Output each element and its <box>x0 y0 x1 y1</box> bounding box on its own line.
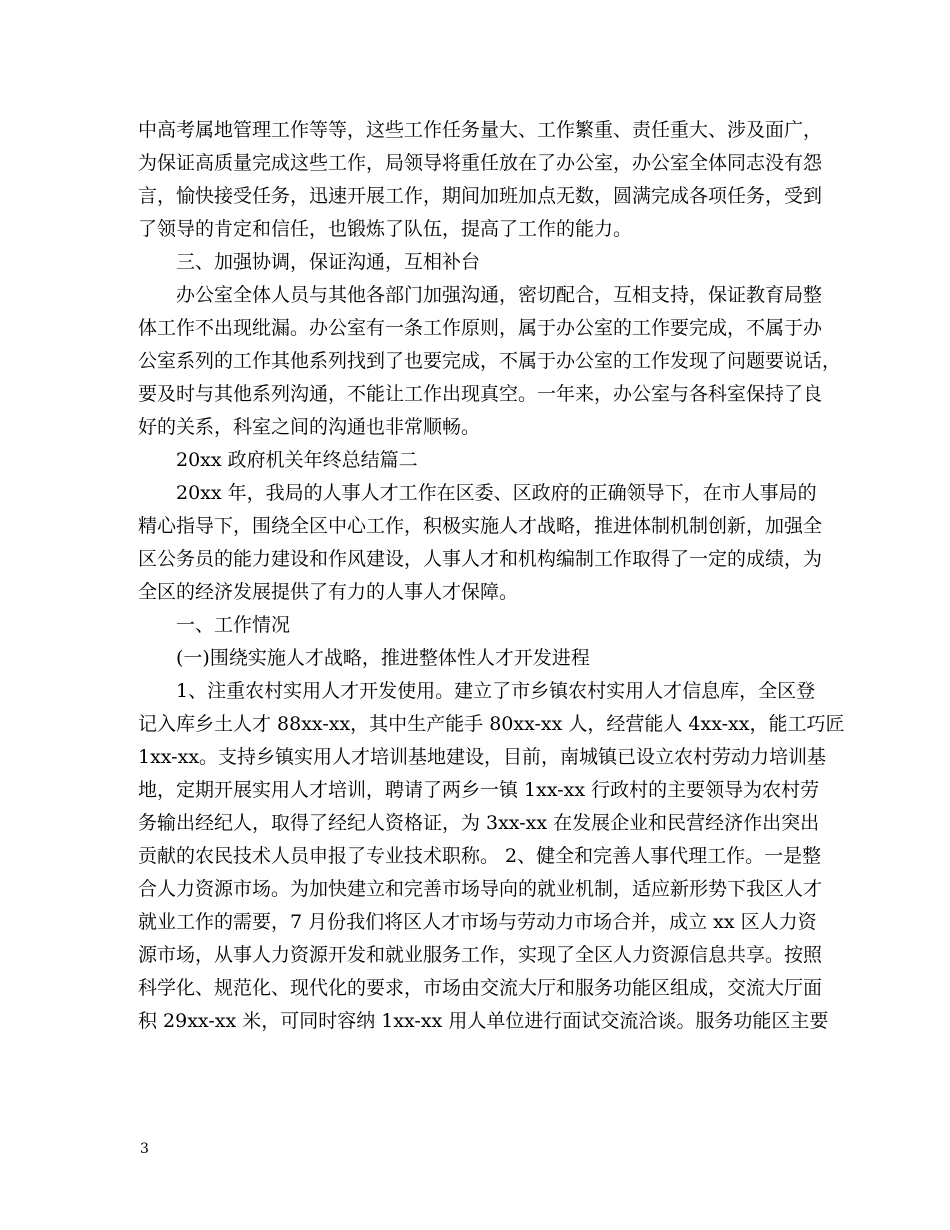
body-text-line: 为保证高质量完成这些工作，局领导将重任放在了办公室，办公室全体同志没有怨 <box>138 152 823 174</box>
body-text-line: 务输出经纪人，取得了经纪人资格证，为 3xx-xx 在发展企业和民营经济作出突出 <box>138 812 820 834</box>
body-text-line: 办公室全体人员与其他各部门加强沟通，密切配合，互相支持，保证教育局整 <box>176 284 823 306</box>
section-heading: 三、加强协调，保证沟通，互相补台 <box>176 251 481 273</box>
body-text-line: 1、注重农村实用人才开发使用。建立了市乡镇农村实用人才信息库，全区登 <box>176 680 816 702</box>
body-text-line: 全区的经济发展提供了有力的人事人才保障。 <box>138 581 519 603</box>
body-text-line: 中高考属地管理工作等等，这些工作任务量大、工作繁重、责任重大、涉及面广， <box>138 119 823 141</box>
body-text-line: 记入库乡土人才 88xx-xx，其中生产能手 80xx-xx 人，经营能人 4xx-xx，能工巧匠 <box>138 713 845 735</box>
page-number: 3 <box>140 1141 149 1157</box>
body-text-line: 地，定期开展实用人才培训，聘请了两乡一镇 1xx-xx 行政村的主要领导为农村劳 <box>138 779 820 801</box>
body-text-line: 20xx 年，我局的人事人才工作在区委、区政府的正确领导下，在市人事局的 <box>176 482 817 504</box>
body-text-line: 体工作不出现纰漏。办公室有一条工作原则，属于办公室的工作要完成，不属于办 <box>138 317 823 339</box>
section-heading: 一、工作情况 <box>176 614 291 636</box>
body-text-line: 1xx-xx。支持乡镇实用人才培训基地建设，目前，南城镇已设立农村劳动力培训基 <box>138 746 827 768</box>
body-text-line: 合人力资源市场。为加快建立和完善市场导向的就业机制，适应新形势下我区人才 <box>138 878 823 900</box>
body-text-line: 了领导的肯定和信任，也锻炼了队伍，提高了工作的能力。 <box>138 218 633 240</box>
body-text-line: 贡献的农民技术人员申报了专业技术职称。 2、健全和完善人事代理工作。一是整 <box>138 845 822 867</box>
body-text-line: 积 29xx-xx 米，可同时容纳 1xx-xx 用人单位进行面试交流洽谈。服务功能区主要 <box>138 1010 829 1032</box>
subsection-heading: (一)围绕实施人才战略，推进整体性人才开发进程 <box>176 647 590 669</box>
article-title: 20xx 政府机关年终总结篇二 <box>176 449 418 471</box>
body-text-line: 科学化、规范化、现代化的要求，市场由交流大厅和服务功能区组成，交流大厅面 <box>138 977 823 999</box>
body-text-line: 区公务员的能力建设和作风建设，人事人才和机构编制工作取得了一定的成绩，为 <box>138 548 823 570</box>
body-text-line: 就业工作的需要，7 月份我们将区人才市场与劳动力市场合并，成立 xx 区人力资 <box>138 911 817 933</box>
body-text-line: 公室系列的工作其他系列找到了也要完成，不属于办公室的工作发现了问题要说话， <box>138 350 842 372</box>
body-text-line: 精心指导下，围绕全区中心工作，积极实施人才战略，推进体制机制创新，加强全 <box>138 515 823 537</box>
body-text-line: 好的关系，科室之间的沟通也非常顺畅。 <box>138 416 481 438</box>
body-text-line: 要及时与其他系列沟通，不能让工作出现真空。一年来，办公室与各科室保持了良 <box>138 383 823 405</box>
body-text-line: 言，愉快接受任务，迅速开展工作，期间加班加点无数，圆满完成各项任务，受到 <box>138 185 823 207</box>
body-text-line: 源市场，从事人力资源开发和就业服务工作，实现了全区人力资源信息共享。按照 <box>138 944 823 966</box>
